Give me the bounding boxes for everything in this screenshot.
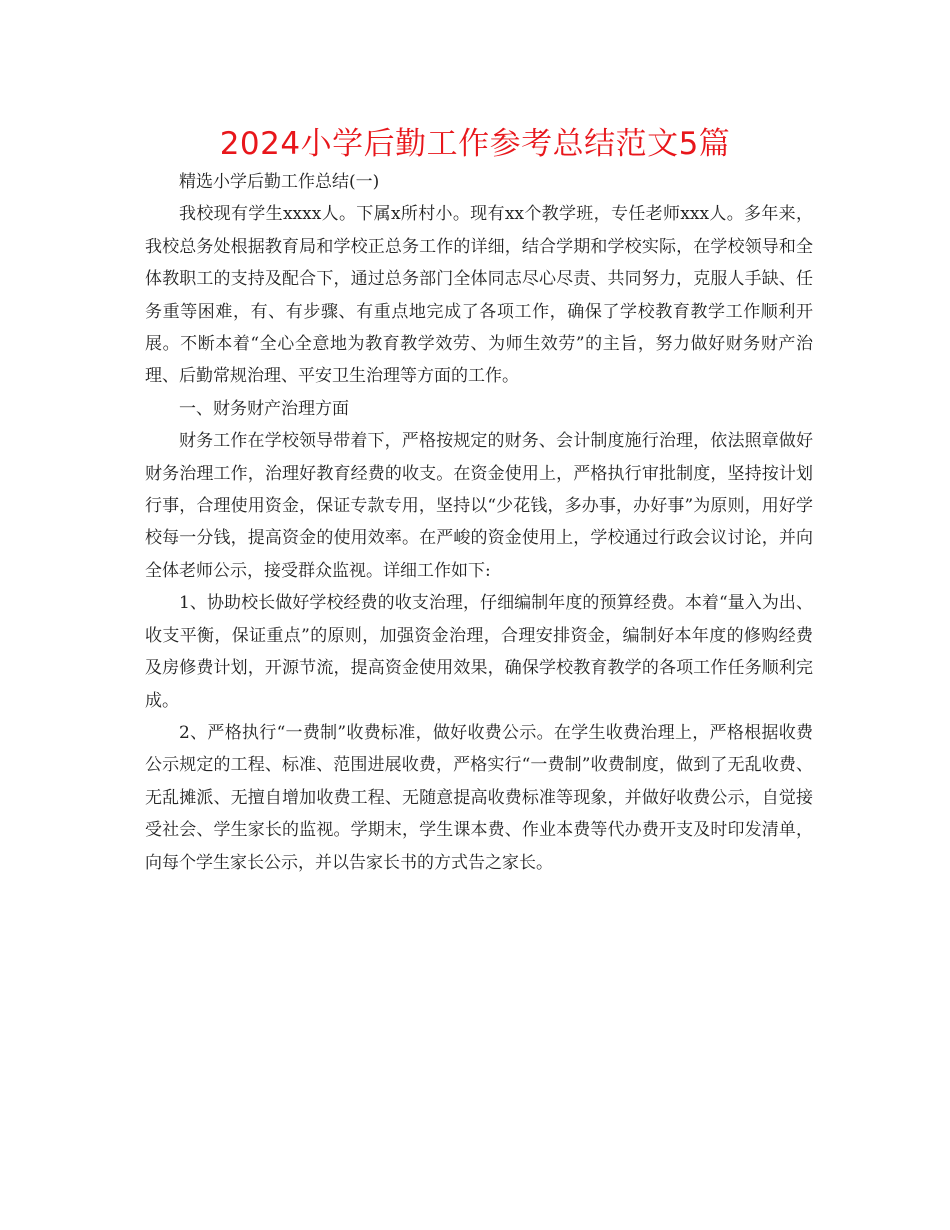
paragraph: 1、协助校长做好学校经费的收支治理，仔细编制年度的预算经费。本着“量入为出、收支平衡，保证重点”的原则，加强资金治理，合理安排资金，编制好本年度的修购经费及房修费计划，开源节流，提高资金使用效果，确保学校教育教学的各项工作任务顺利完成。 [145,593,813,711]
document-title: 2024小学后勤工作参考总结范文5篇 [219,126,731,162]
section-heading: 一、财务财产治理方面 [179,398,349,419]
paragraph: 我校现有学生xxxx人。下属x所村小。现有xx个教学班，专任老师xxx人。多年来，我校总务处根据教育局和学校正总务工作的详细，结合学期和学校实际，在学校领导和全体教职工的支持及配合下，通过总务部门全体同志尽心尽责、共同努力，克服人手缺、任务重等困难，有、有步骤、有重点地完成了各项工作，确保了学校教育教学工作顺利开展。不断本着“全心全意地为教育教学效劳、为师生效劳”的主旨，努力做好财务财产治理、后勤常规治理、平安卫生治理等方面的工作。 [145,204,813,387]
paragraph: 财务工作在学校领导带着下，严格按规定的财务、会计制度施行治理，依法照章做好财务治理工作，治理好教育经费的收支。在资金使用上，严格执行审批制度，坚持按计划行事，合理使用资金，保证专款专用，坚持以“少花钱，多办事，办好事”为原则，用好学校每一分钱，提高资金的使用效率。在严峻的资金使用上，学校通过行政会议讨论，并向全体老师公示，接受群众监视。详细工作如下: [145,431,813,581]
paragraph: 2、严格执行“一费制”收费标准，做好收费公示。在学生收费治理上，严格根据收费公示规定的工程、标准、范围进展收费，严格实行“一费制”收费制度，做到了无乱收费、无乱摊派、无擅自增加收费工程、无随意提高收费标准等现象，并做好收费公示，自觉接受社会、学生家长的监视。学期末，学生课本费、作业本费等代办费开支及时印发清单，向每个学生家长公示，并以告家长书的方式告之家长。 [145,722,813,873]
document-body [145,166,813,879]
section-heading: 精选小学后勤工作总结(一) [179,172,380,192]
